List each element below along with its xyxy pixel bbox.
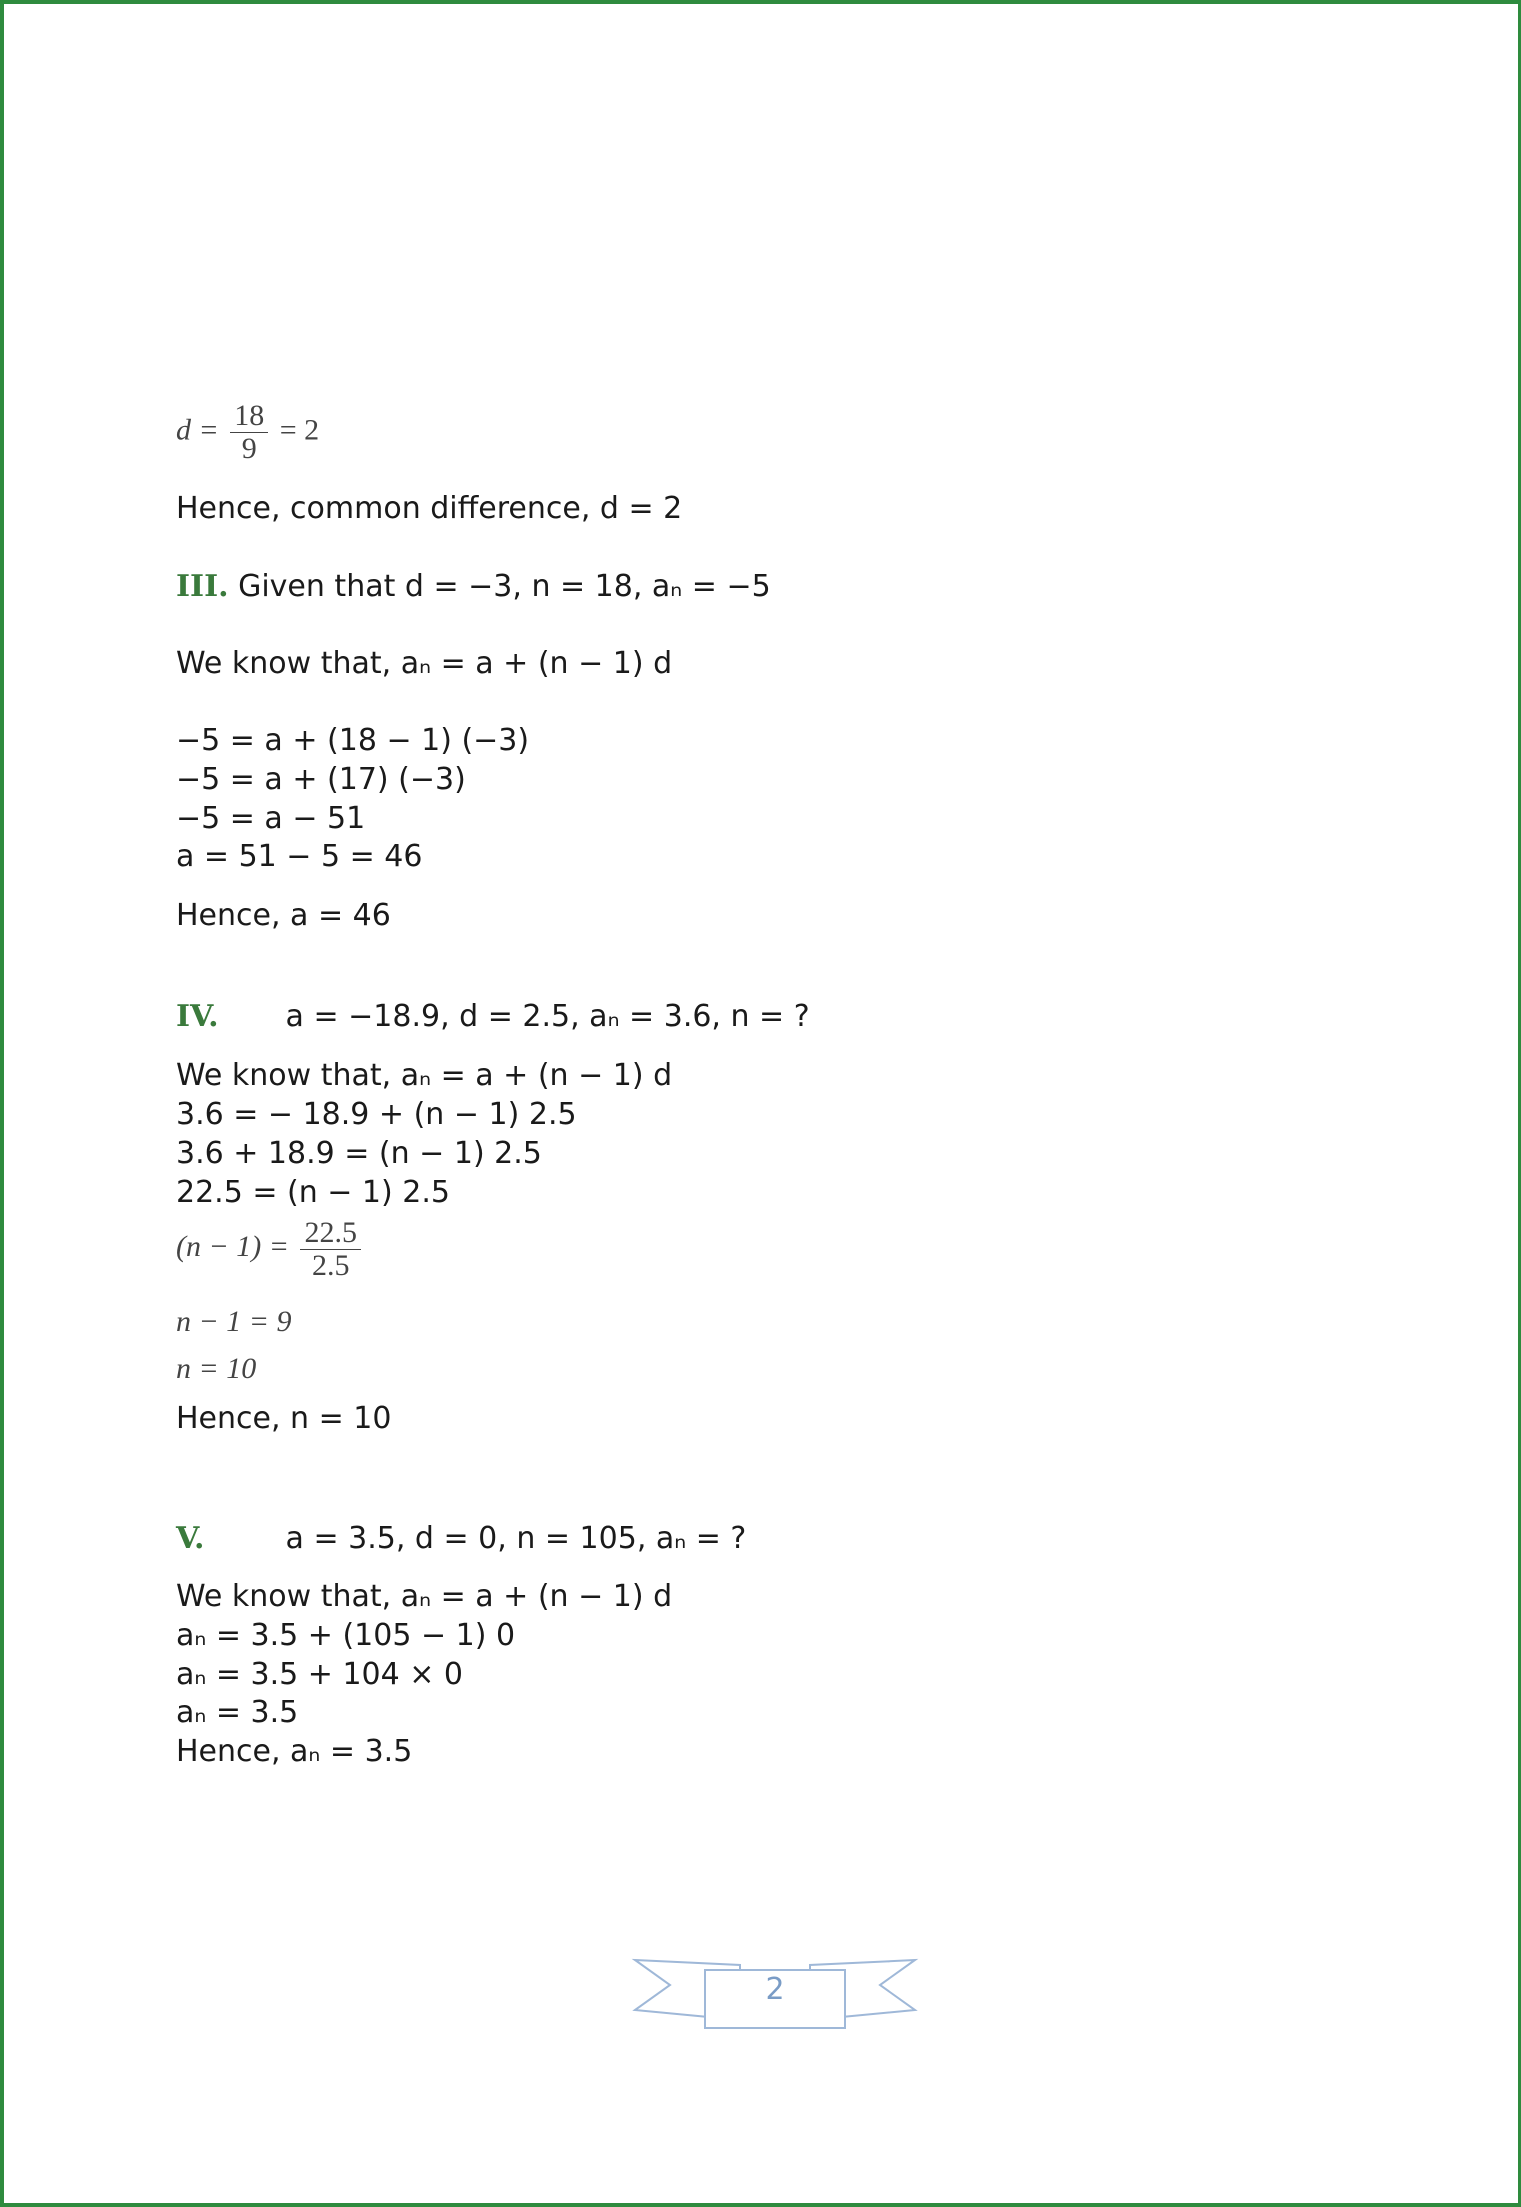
- serif-step-text: n − 1 = 9: [176, 1305, 292, 1338]
- part3-conclusion: Hence, a = 46: [176, 898, 391, 933]
- part5-heading: [176, 1520, 746, 1558]
- part3-formula: We know that, aₙ = a + (n − 1) d: [176, 646, 673, 681]
- part4-heading: [176, 998, 810, 1036]
- part4-step: 22.5 = (n − 1) 2.5: [176, 1175, 450, 1210]
- fraction: [230, 400, 268, 465]
- part3-step: a = 51 − 5 = 46: [176, 839, 423, 874]
- part3-label: III.: [176, 569, 229, 604]
- conclusion-part2: Hence, common difference, d = 2: [176, 491, 683, 526]
- part4-fraction-step: [176, 1212, 365, 1282]
- part4-conclusion: Hence, n = 10: [176, 1401, 392, 1436]
- part3-given: Given that d = −3, n = 18, aₙ = −5: [238, 569, 771, 604]
- part5-step: aₙ = 3.5 + 104 × 0: [176, 1657, 464, 1692]
- part5-conclusion: Hence, aₙ = 3.5: [176, 1734, 413, 1769]
- formula-d-fraction: [176, 400, 319, 465]
- part3-step: −5 = a − 51: [176, 801, 366, 836]
- part5-formula: We know that, aₙ = a + (n − 1) d: [176, 1579, 673, 1614]
- numerator: 18: [230, 400, 268, 433]
- part4-given: a = −18.9, d = 2.5, aₙ = 3.6, n = ?: [285, 999, 810, 1034]
- part5-step: aₙ = 3.5 + (105 − 1) 0: [176, 1618, 516, 1653]
- part4-step: 3.6 = − 18.9 + (n − 1) 2.5: [176, 1097, 577, 1132]
- part4-formula: We know that, aₙ = a + (n − 1) d: [176, 1058, 673, 1093]
- part4-label: IV.: [176, 999, 219, 1034]
- part3-heading: [176, 568, 771, 606]
- denominator: 9: [241, 432, 257, 465]
- part5-label: V.: [176, 1521, 205, 1556]
- fraction-lhs: (n − 1) =: [176, 1230, 289, 1263]
- numerator: 22.5: [300, 1217, 361, 1250]
- part4-serif-step: [176, 1303, 292, 1341]
- page-number: 2: [765, 1972, 785, 2007]
- fraction: [300, 1217, 361, 1282]
- part5-given: a = 3.5, d = 0, n = 105, aₙ = ?: [285, 1521, 747, 1556]
- denominator: 2.5: [311, 1248, 350, 1282]
- page-number-banner: [630, 1945, 920, 2035]
- serif-step-text: n = 10: [176, 1352, 257, 1385]
- part5-step: aₙ = 3.5: [176, 1695, 299, 1730]
- part4-serif-step: [176, 1350, 256, 1388]
- formula-lhs: d =: [176, 413, 219, 447]
- part4-step: 3.6 + 18.9 = (n − 1) 2.5: [176, 1136, 542, 1171]
- part3-step: −5 = a + (18 − 1) (−3): [176, 723, 530, 758]
- formula-rhs: = 2: [279, 413, 320, 447]
- part3-step: −5 = a + (17) (−3): [176, 762, 466, 797]
